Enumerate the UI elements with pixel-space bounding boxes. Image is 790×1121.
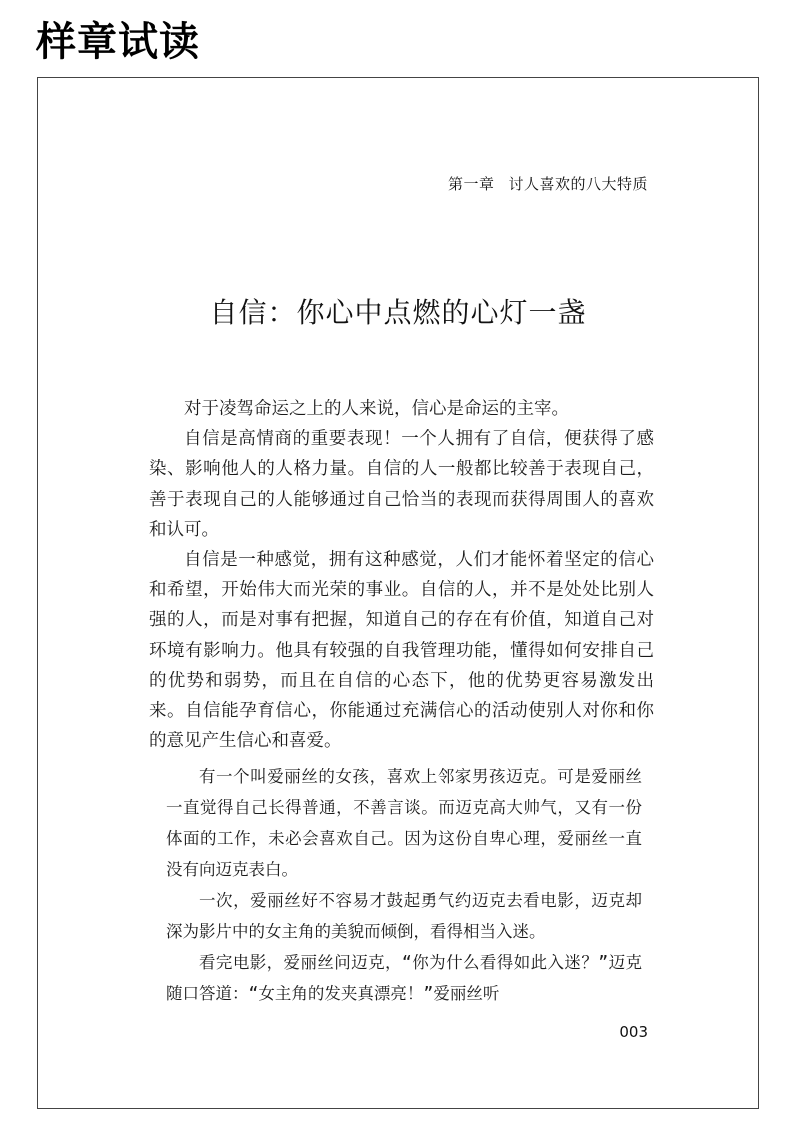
paragraph: 对于凌驾命运之上的人来说，信心是命运的主宰。 bbox=[184, 399, 569, 419]
chapter-title: 讨人喜欢的八大特质 bbox=[508, 175, 648, 193]
page-number: 003 bbox=[619, 1023, 648, 1041]
chapter-header bbox=[448, 173, 648, 194]
story-paragraph: 一次，爱丽丝好不容易才鼓起勇气约迈克去看电影，迈克却深为影片中的女主角的美貌而倾倒，看得相当入迷。 bbox=[166, 891, 642, 941]
story-paragraph: 看完电影，爱丽丝问迈克，“你为什么看得如此入迷？”迈克随口答道：“女主角的发夹真漂亮！”爱丽丝听 bbox=[166, 953, 642, 1003]
chapter-number: 第一章 bbox=[447, 175, 495, 193]
paragraph: 自信是高情商的重要表现！一个人拥有了自信，便获得了感染、影响他人的人格力量。自信的人一般都比较善于表现自己，善于表现自己的人能够通过自己恰当的表现而获得周围人的喜欢和认可。 bbox=[149, 429, 654, 540]
story-excerpt bbox=[166, 761, 642, 1009]
story-paragraph: 有一个叫爱丽丝的女孩，喜欢上邻家男孩迈克。可是爱丽丝一直觉得自己长得普通，不善言谈。而迈克高大帅气，又有一份体面的工作，未必会喜欢自己。因为这份自卑心理，爱丽丝一直没有向迈克表白。 bbox=[166, 767, 642, 879]
body-text bbox=[149, 394, 654, 756]
paragraph: 自信是一种感觉，拥有这种感觉，人们才能怀着坚定的信心和希望，开始伟大而光荣的事业。自信的人，并不是处处比别人强的人，而是对事有把握，知道自己的存在有价值，知道自己对环境有影响力。他具有较强的自我管理功能，懂得如何安排自己的优势和弱势，而且在自信的心态下，他的优势更容易激发出来。自信能孕育信心，你能通过充满信心的活动使别人对你和你的意见产生信心和喜爱。 bbox=[149, 550, 654, 752]
section-title: 自信：你心中点燃的心灯一盏 bbox=[209, 296, 587, 329]
book-page bbox=[37, 77, 759, 1109]
page-heading: 样章试读 bbox=[36, 19, 200, 65]
